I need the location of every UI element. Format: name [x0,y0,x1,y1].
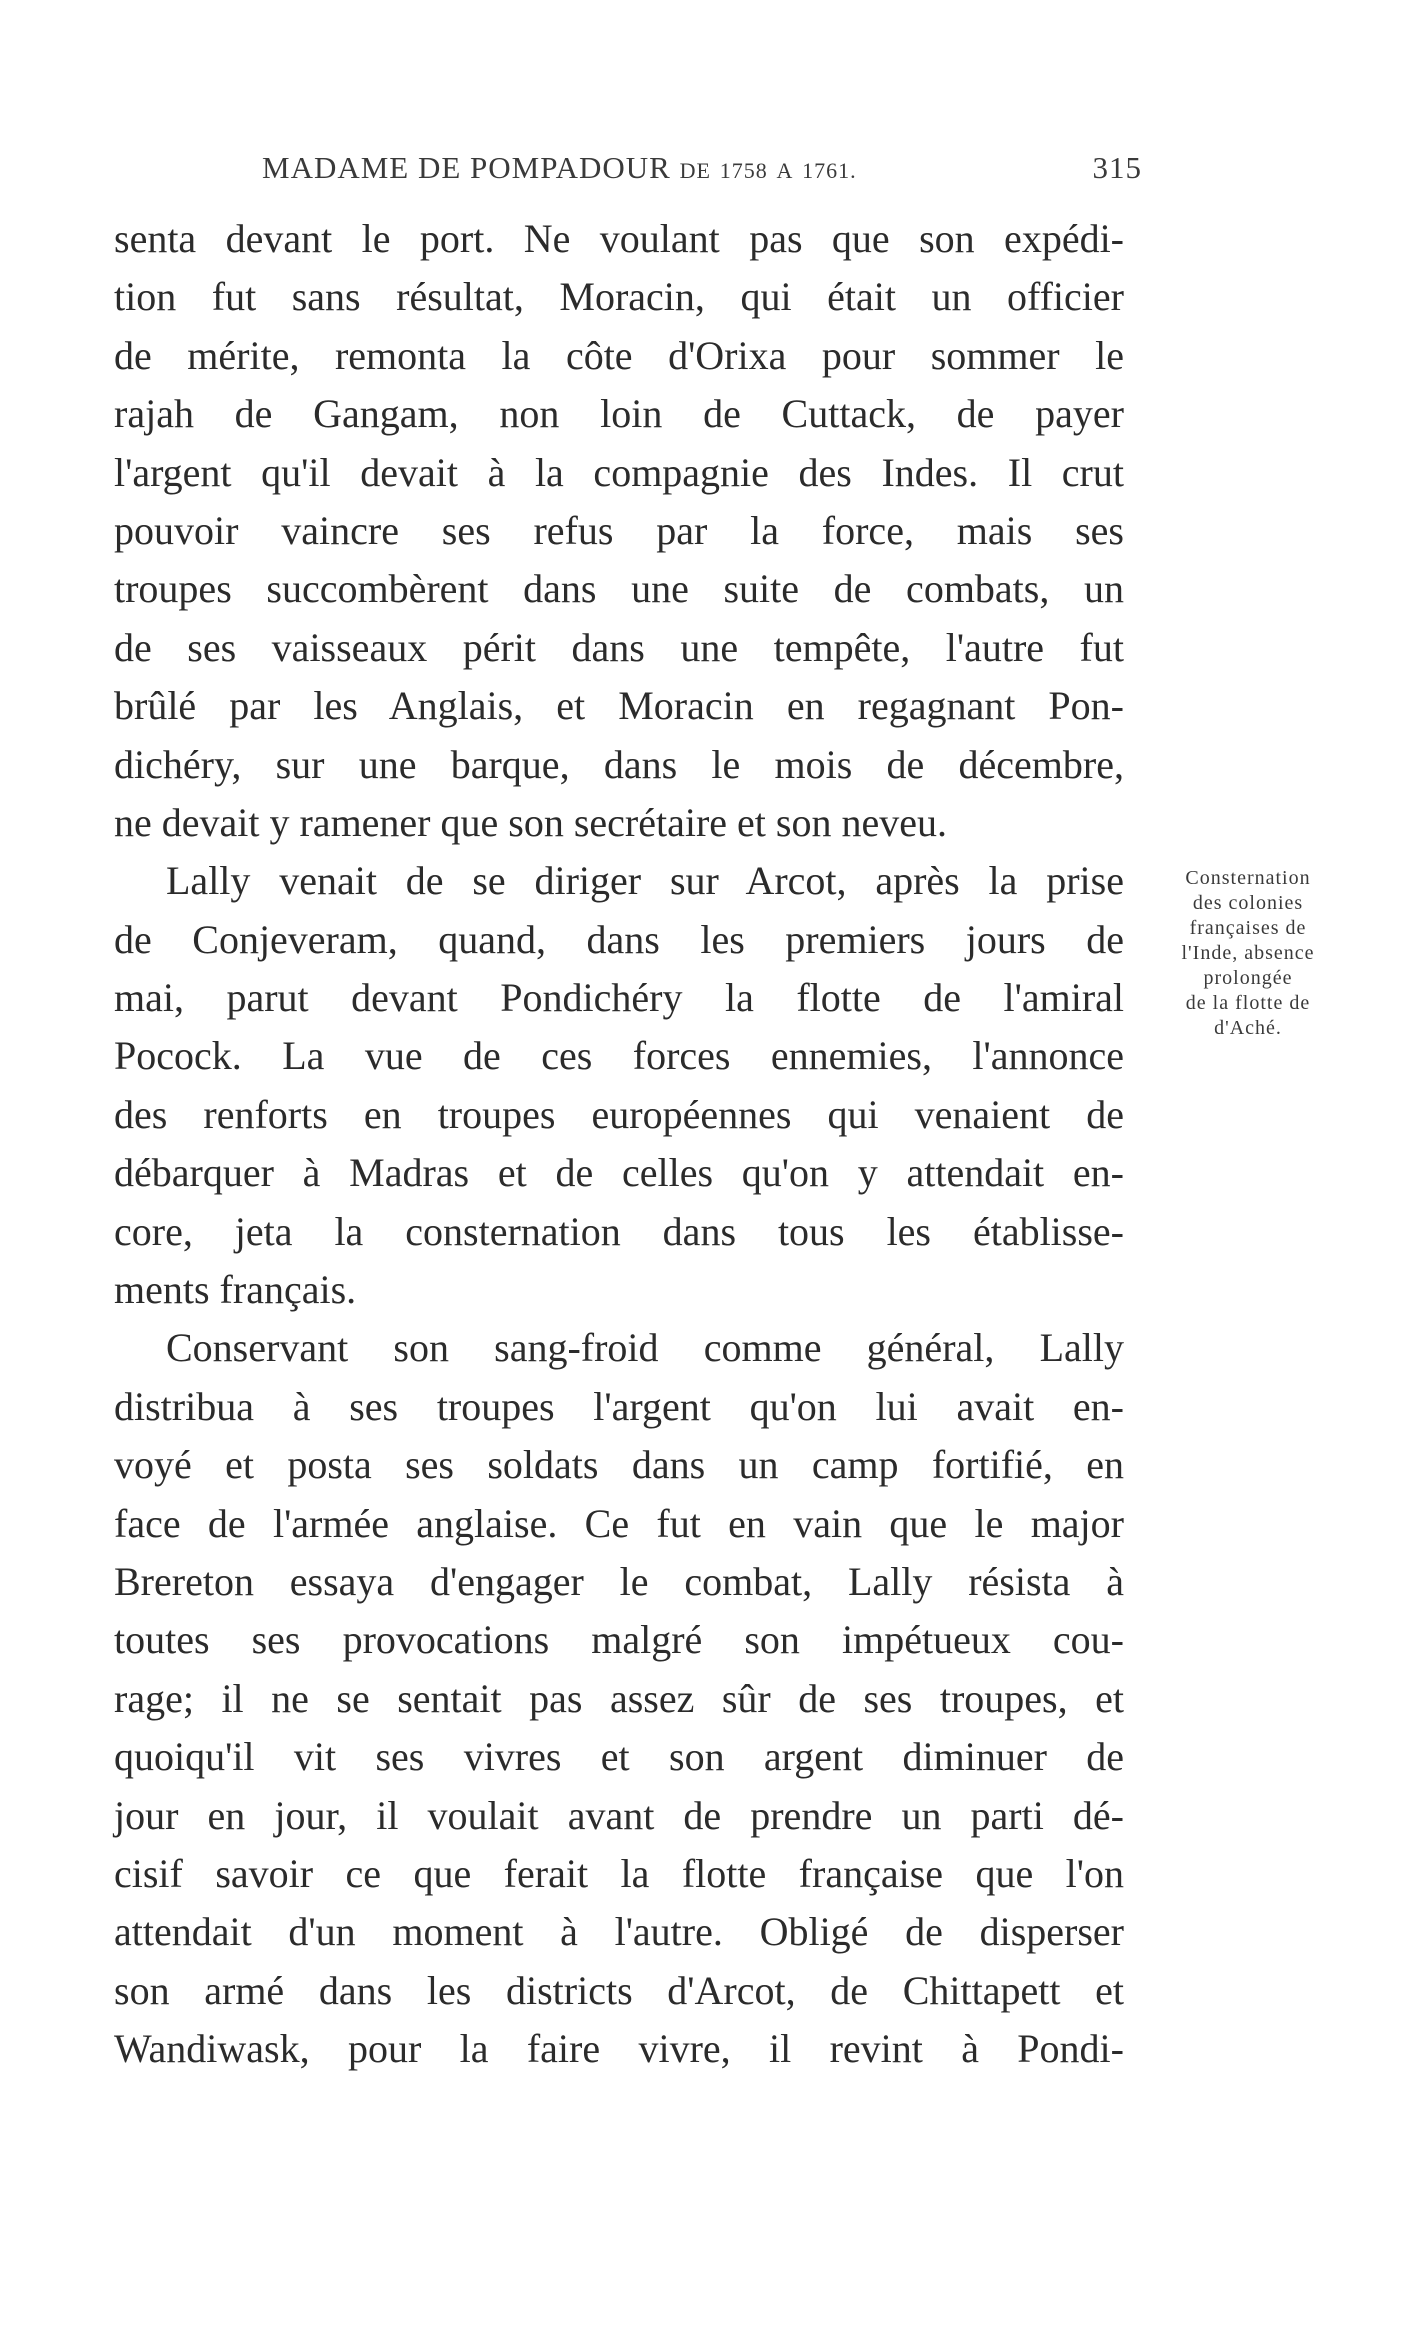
margin-note-line: prolongée [1203,967,1293,989]
text-line: senta devant le port. Ne voulant pas que son expédi- [114,216,1124,261]
text-line: l'argent qu'il devait à la compagnie des Indes. Il crut [114,449,1124,495]
text-line: cisif savoir ce que ferait la flotte française que l'on [114,1850,1124,1896]
body-text [114,210,1124,2079]
page-number: 315 [1092,150,1142,185]
text-line: de Conjeveram, quand, dans les premiers jours de [114,916,1124,962]
margin-note-line: de la flotte de [1185,992,1311,1014]
paragraph-1 [114,210,1124,852]
text-line: de ses vaisseaux périt dans une tempête, l'autre fut [114,624,1124,670]
text-line: des renforts en troupes européennes qui venaient de [114,1091,1124,1137]
paragraph-3 [114,1319,1124,2078]
text-line: Lally venait de se diriger sur Arcot, après la prise [166,858,1124,904]
text-line: Wandiwask, pour la faire vivre, il revint à Pondi- [114,2026,1124,2072]
margin-note-line: l'Inde, absence [1181,942,1315,964]
text-line: jour en jour, il voulait avant de prendre un parti dé- [114,1792,1124,1838]
text-line: brûlé par les Anglais, et Moracin en regagnant Pon- [114,683,1124,729]
text-line: voyé et posta ses soldats dans un camp fortifié, en [114,1442,1124,1488]
text-line: rage; il ne se sentait pas assez sûr de ses troupes, et [114,1675,1124,1721]
text-line: Conservant son sang-froid comme général, Lally [166,1325,1124,1371]
text-line: de mérite, remonta la côte d'Orixa pour sommer le [114,332,1124,378]
text-line: pouvoir vaincre ses refus par la force, mais ses [114,507,1124,553]
margin-note-line: françaises de [1189,917,1307,939]
text-line: attendait d'un moment à l'autre. Obligé de disperser [114,1909,1124,1955]
text-line: ne devait y ramener que son secrétaire et son neveu. [114,799,947,845]
text-line: quoiqu'il vit ses vivres et son argent diminuer de [114,1734,1124,1780]
running-head-date-start: 1758 [719,158,768,183]
text-line: tion fut sans résultat, Moracin, qui était un officier [114,274,1124,320]
margin-note-line: Consternation [1185,867,1311,889]
paragraph-2 [114,852,1124,1319]
text-line: core, jeta la consternation dans tous les établisse- [114,1208,1124,1254]
text-line: dichéry, sur une barque, dans le mois de décembre, [114,741,1124,787]
margin-note-line: des colonies [1192,892,1304,914]
text-line: face de l'armée anglaise. Ce fut en vain que le major [114,1500,1124,1546]
running-head-title [262,150,857,186]
running-head-date-end: 1761. [802,158,857,183]
text-line: Pocock. La vue de ces forces ennemies, l'annonce [114,1033,1124,1079]
text-line: Brereton essaya d'engager le combat, Lally résista à [114,1558,1124,1604]
text-line: distribua à ses troupes l'argent qu'on lui avait en- [114,1383,1124,1429]
running-head [262,150,1142,194]
running-head-de: DE [679,158,711,183]
text-line: toutes ses provocations malgré son impétueux cou- [114,1617,1124,1663]
text-line: rajah de Gangam, non loin de Cuttack, de payer [114,391,1124,437]
text-line: troupes succombèrent dans une suite de combats, un [114,566,1124,612]
running-head-title-text: MADAME DE POMPADOUR [262,150,671,185]
text-line: débarquer à Madras et de celles qu'on y attendait en- [114,1150,1124,1196]
running-head-a: A [776,158,794,183]
text-line: son armé dans les districts d'Arcot, de Chittapett et [114,1967,1124,2013]
margin-note-line: d'Aché. [1214,1017,1282,1039]
text-line: ments français. [114,1267,357,1313]
text-line: mai, parut devant Pondichéry la flotte de l'amiral [114,975,1124,1021]
margin-note [1148,866,1348,1041]
